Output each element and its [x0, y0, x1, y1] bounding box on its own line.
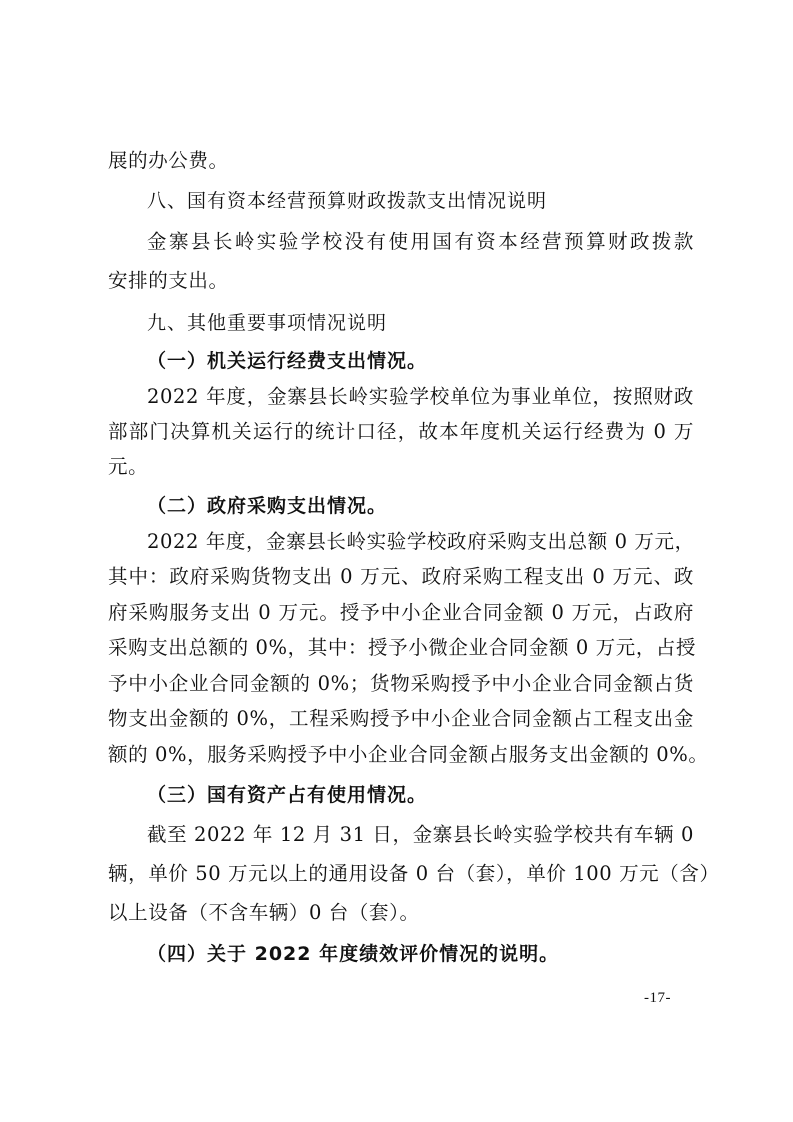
- paragraph-line: 2022 年度，金寨县长岭实验学校单位为事业单位，按照财政: [147, 385, 694, 408]
- subsection-heading-1: （一）机关运行经费支出情况。: [147, 350, 428, 372]
- subsection-heading-2: （二）政府采购支出情况。: [147, 495, 388, 517]
- paragraph-line: 元。: [108, 455, 149, 478]
- paragraph-line: 部部门决算机关运行的统计口径，故本年度机关运行经费为 0 万: [108, 420, 694, 443]
- paragraph-line: 以上设备（不含车辆）0 台（套）。: [108, 901, 420, 924]
- paragraph-line: 府采购服务支出 0 万元。授予中小企业合同金额 0 万元，占政府: [108, 601, 694, 624]
- paragraph-line: 安排的支出。: [108, 269, 229, 292]
- paragraph-line: 物支出金额的 0%，工程采购授予中小企业合同金额占工程支出金: [108, 707, 694, 730]
- paragraph-line: 2022 年度，金寨县长岭实验学校政府采购支出总额 0 万元，: [147, 530, 695, 553]
- subsection-heading-3: （三）国有资产占有使用情况。: [147, 784, 428, 806]
- section-heading-eight: 八、国有资本经营预算财政拨款支出情况说明: [147, 190, 548, 212]
- paragraph-line: 展的办公费。: [108, 149, 229, 172]
- paragraph-line: 采购支出总额的 0%，其中：授予小微企业合同金额 0 万元，占授: [108, 636, 697, 659]
- subsection-heading-4: （四）关于 2022 年度绩效评价情况的说明。: [147, 943, 560, 965]
- paragraph-line: 额的 0%，服务采购授予中小企业合同金额占服务支出金额的 0%。: [108, 743, 709, 766]
- paragraph-line: 截至 2022 年 12 月 31 日，金寨县长岭实验学校共有车辆 0: [147, 823, 694, 846]
- paragraph-line: 予中小企业合同金额的 0%；货物采购授予中小企业合同金额占货: [108, 672, 694, 695]
- paragraph-line: 其中：政府采购货物支出 0 万元、政府采购工程支出 0 万元、政: [108, 565, 694, 588]
- page-number: -17-: [644, 990, 671, 1006]
- paragraph-line: 金寨县长岭实验学校没有使用国有资本经营预算财政拨款: [147, 230, 694, 253]
- section-heading-nine: 九、其他重要事项情况说明: [147, 312, 388, 334]
- paragraph-line: 辆，单价 50 万元以上的通用设备 0 台（套），单价 100 万元（含）: [108, 862, 720, 885]
